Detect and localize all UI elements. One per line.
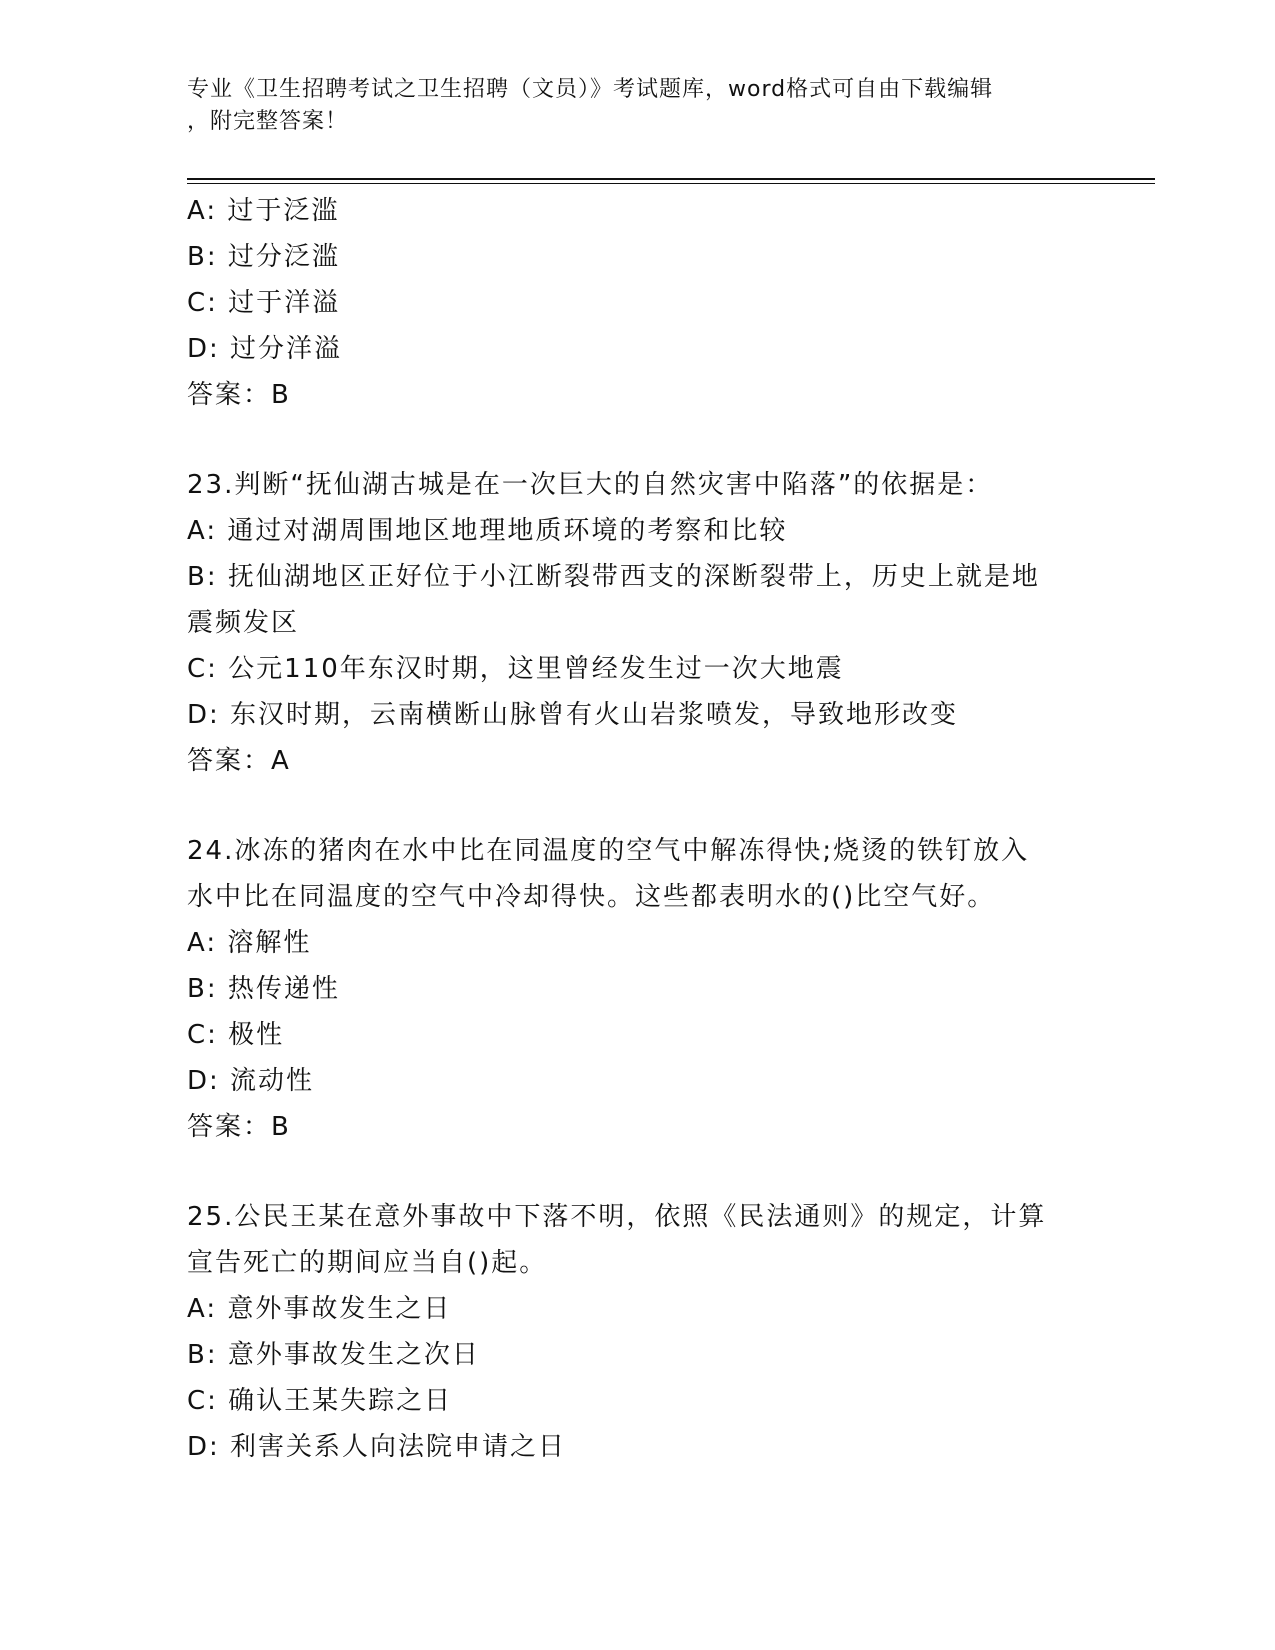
header-divider-thin — [187, 183, 1155, 184]
q23-option-c: C: 公元110年东汉时期，这里曾经发生过一次大地震 — [187, 654, 844, 684]
spacer — [187, 1150, 1087, 1194]
q25-option-d: D: 利害关系人向法院申请之日 — [187, 1432, 567, 1462]
q23-question: 23.判断“抚仙湖古城是在一次巨大的自然灾害中陷落”的依据是： — [187, 470, 994, 500]
q25-option-a: A: 意外事故发生之日 — [187, 1294, 452, 1324]
header-line-1: 专业《卫生招聘考试之卫生招聘（文员）》考试题库，word格式可自由下载编辑 — [187, 77, 994, 102]
q22-option-b: B: 过分泛滥 — [187, 242, 340, 272]
question-23-block — [187, 462, 1087, 784]
spacer — [187, 784, 1087, 828]
document-header — [187, 74, 1067, 138]
question-24-block — [187, 828, 1087, 1150]
q23-option-d: D: 东汉时期，云南横断山脉曾有火山岩浆喷发，导致地形改变 — [187, 700, 959, 730]
q23-option-b-line1: B: 抚仙湖地区正好位于小江断裂带西支的深断裂带上，历史上就是地 — [187, 562, 1040, 592]
q23-option-b-line2: 震频发区 — [187, 608, 300, 638]
q23-answer: 答案：A — [187, 746, 291, 776]
question-content — [187, 188, 1087, 1470]
q22-answer: 答案：B — [187, 380, 291, 410]
spacer — [187, 418, 1087, 462]
q23-option-a: A: 通过对湖周围地区地理地质环境的考察和比较 — [187, 516, 788, 546]
question-22-block — [187, 188, 1087, 418]
q22-option-c: C: 过于洋溢 — [187, 288, 341, 318]
q24-option-a: A: 溶解性 — [187, 928, 312, 958]
q25-question-line1: 25.公民王某在意外事故中下落不明，依照《民法通则》的规定，计算 — [187, 1202, 1047, 1232]
question-25-block — [187, 1194, 1087, 1470]
q25-option-b: B: 意外事故发生之次日 — [187, 1340, 480, 1370]
header-divider-thick — [187, 178, 1155, 180]
q22-option-a: A: 过于泛滥 — [187, 196, 340, 226]
q24-question-line1: 24.冰冻的猪肉在水中比在同温度的空气中解冻得快;烧烫的铁钉放入 — [187, 836, 1030, 866]
q25-option-c: C: 确认王某失踪之日 — [187, 1386, 453, 1416]
q24-option-b: B: 热传递性 — [187, 974, 340, 1004]
q24-option-d: D: 流动性 — [187, 1066, 315, 1096]
q22-option-d: D: 过分洋溢 — [187, 334, 343, 364]
q24-question-line2: 水中比在同温度的空气中冷却得快。这些都表明水的()比空气好。 — [187, 882, 996, 912]
q24-option-c: C: 极性 — [187, 1020, 285, 1050]
q25-question-line2: 宣告死亡的期间应当自()起。 — [187, 1248, 548, 1278]
q24-answer: 答案：B — [187, 1112, 291, 1142]
header-line-2: ，附完整答案！ — [187, 109, 349, 134]
